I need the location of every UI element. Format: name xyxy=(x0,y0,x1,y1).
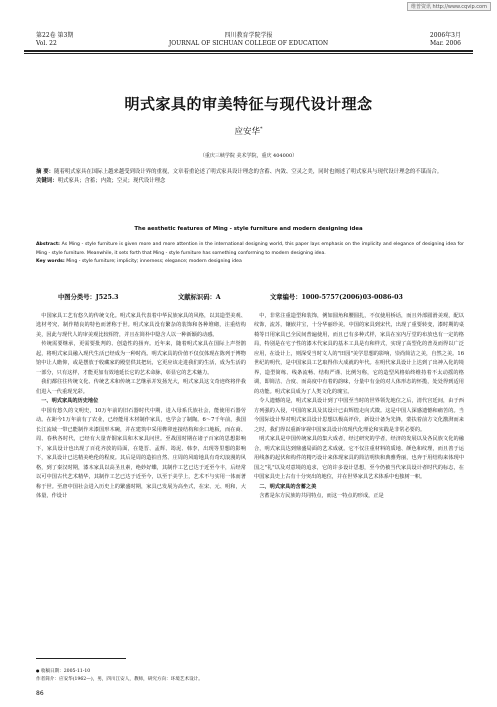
body-column-left xyxy=(36,312,246,502)
issue-date xyxy=(430,32,461,48)
volume-en: Vol. 22 xyxy=(36,40,57,47)
journal-name-cn: 四川教育学院学报 xyxy=(224,32,273,39)
author-affiliation: （重庆三峡学院 美术学院，重庆 404000） xyxy=(199,153,298,159)
body-paragraph: 令人遗憾的是，明式家具设计到了中国至当时的世界领先地位之后，清代宫廷间，由于西方列强的入侵，中国的家具及其设计已由辉煌走向式微。这是中国人深感遗憾和痛苦的。当今国际设计界对明式家具设计思想以极高评价，新设计备为先锋，蒙扶着前方文化激湃而来之时，我们得以重新审视中国家具设计的现代化理论和实践是非常必要的。 xyxy=(254,398,464,433)
volume-cn: 第22卷 第3期 xyxy=(36,32,74,39)
document-code: 文献标识码：A xyxy=(178,294,221,301)
keywords-en xyxy=(36,258,464,267)
body-column-right xyxy=(254,312,464,502)
watermark-stamp[interactable]: 维普资讯 http://www.cqvip.com xyxy=(407,2,491,11)
header-rule-top xyxy=(24,50,473,52)
keywords-en-text: Ming - style furniture; implicity; innerness; elegance; modern designing idea xyxy=(66,259,242,264)
body-paragraph: 我们都往往传统文化、传统艺术和传统工艺继承并发扬光大，明式家具这文奇迹终将伴我们进入一代重现光彩。 xyxy=(36,379,246,395)
date-cn: 2006年3月 xyxy=(429,32,461,39)
body-paragraph: 明式家具是中国传统家具的集大成者，经过研究的学者，经济的发展以及各民族文化的融合，明式家具达到鼎盛局面的艺术成就。它不仅注重材料的质地、颜色和纹理，而且善于运用线条的起伏和构件的精巧设计来体现家具的简洁明快和典雅秀丽，也奔于用结构来体现中国之"礼"以及对意境的追求，它的许多设计思想，至今仍被当代家具设计者时代的标志，在中国家具史上古有十分突出的地位，并在世界家具艺术体系中也独树一帜。 xyxy=(254,436,464,481)
keywords-cn-text: 明式家具；含蓄；内敛；空灵；现代设计理念 xyxy=(57,178,166,184)
body-paragraph: 中国有悠久的文明史，10万年前的旧石器时代中期，进入母系氏族社会，能使用石器劳动。在距今1万年前有了农业，已经能用木材制作家具，也学会了制陶。6～7千年前，我国长江流域一带已能制作未漆国形木碗，并在建筑中采用榫卯连接结构和企口地板，而在商、周、春秋各时代，已经有大量青铜家具和木家具问世。至战国时期在诸子百家的思想影响下，家具设计也出现了百花齐放的局面，在楚晋、孟辉、筠泥、韩李，出现等里想的影响下，家具设计已达精美绝伦的程度。其后是周的造拍自然、庄周的风暗地具有奇幻浪漫的风格，到了秦汉时期，漆木家具以高圣且素，绝妙好蝶，其制作工艺已达于近至今丰，后经常以可中国古代艺术精华，其制作工艺已达于近至今，以至于美学上，艺术不与实用一体而著称于世。至唐中国社会进入历史上的繁盛时期，家具已发展为高坐式，在宋、元、明和，大体量，作设计 xyxy=(36,407,246,500)
section-heading: 一、明式家具的历史地位 xyxy=(41,398,99,405)
clc-number: 中图分类号：J525.3 xyxy=(58,294,119,301)
keywords-cn xyxy=(36,177,464,186)
author-name: 应安华* xyxy=(234,126,263,137)
received-date: ● 收稿日期：2005-11-10 xyxy=(36,668,91,674)
body-paragraph: 含蓄是东方民族的共同特点，而这一特点的形成，正是 xyxy=(259,493,384,500)
keywords-en-label: Key words: xyxy=(36,259,65,264)
abstract-en-label: Abstract: xyxy=(36,242,60,247)
journal-info xyxy=(0,32,497,48)
keywords-cn-label: 关键词： xyxy=(36,178,58,184)
journal-name-en: JOURNAL OF SICHUAN COLLEGE OF EDUCATION xyxy=(168,40,329,47)
footnote xyxy=(36,667,203,684)
footnote-rule xyxy=(36,658,126,659)
abstract-en-text: As Ming - style furniture is given more and more attention in the international designing world, this paper lays emphasis on the implicity and elegance of designing idea for Ming - style furniture. Meanwhile, it sets forth that Ming - style furniture has something conforming to modern designing idea. xyxy=(36,242,464,256)
chinese-abstract xyxy=(36,168,464,186)
abstract-cn-body xyxy=(36,168,464,177)
article-number: 文章编号：1000-5757(2006)03-0086-03 xyxy=(270,294,403,301)
body-paragraph: 中，非常注重造型和装饰，例如圆角和腰圆扎，不仅使用桥话，而且外部圆滑美观，配以纹饰，流苏，镶嵌并宝，十分华丽珍美。中国的家具到宋代，出现了重要转变，漆时期的桌椅等日用家具已全民间普遍使用，而且已有多种式样，家具在室内厅堂的布放也有一定的格局，特别是在宅子性的漆木代家具的基本工具是有和样式，实现了高型化的普及而得以广泛应用，在设计上，则深受当时文人的"田园"美学思想的影响，崇尚简洁之美，自然之美。16世纪的明代，是中国家具工艺取得伟大成就的年代。在明代家具设计上达到了出神入化的境界，造型简练、线条流畅、结构严谨、比例匀称，它的造型风格始终维持着不太动摇的格调，即简洁、合度、而高度中有着的韵味，分量中有金的对人体形态的怀揽，处处得到适用的功能。明式家具成为了人类文化的瑰宝。 xyxy=(254,313,464,395)
date-en: Mar. 2006 xyxy=(429,40,461,47)
english-title: The aesthetic features of Ming - style furniture and modern designing idea xyxy=(134,226,363,232)
page-number: 86 xyxy=(36,690,44,697)
abstract-en-body xyxy=(36,241,464,258)
article-title: 明式家具的审美特征与现代设计理念 xyxy=(124,95,373,113)
english-abstract xyxy=(36,241,464,267)
body-paragraph: 传统需要继承，更需要批判的、创造性的扬弃。近年来，随着明式家具在国际上声誉鹊起，将明式家具融入现代生活已经成为一种时尚。明式家具的价值不仅仅体现在陈列于博物馆中让人瞻仰，或是摆放于收藏家的殿堂供其把玩，它更应该走进我们的生活，成为生活的一部分，只有这样，才能更加有效地延长它的艺术命脉，彰显它的艺术魅力。 xyxy=(36,341,246,376)
abstract-cn-text: 随着明式家具在国际上越来越受到设计界的重视，文章着重论述了明式家具设计理念的含蓄、内敛、空灵之美，同时也阐述了明式家具与现代设计理念的不谋而合。 xyxy=(54,169,443,175)
header-rule-bottom xyxy=(24,53,473,54)
abstract-cn-label: 摘 要： xyxy=(36,169,55,175)
body-paragraph: 中国家具工艺有悠久的传统文化。明式家具代表着中华民族家具的风格，以其造型美观、选材考究、制作精良的特色而著称于世。明式家具没有繁杂的装饰和各种堆砌，注重结构美，因此与现代人的审美观比较相符，并且在简朴中隐含人以一种新颖的动感。 xyxy=(36,313,246,338)
section-heading: 二、明式家具的含蓄之美 xyxy=(259,483,317,490)
author-bio: 作者简介：应安华(1962—)，男，四川江安人，教师，研究方向：环境艺术设计。 xyxy=(36,677,203,682)
